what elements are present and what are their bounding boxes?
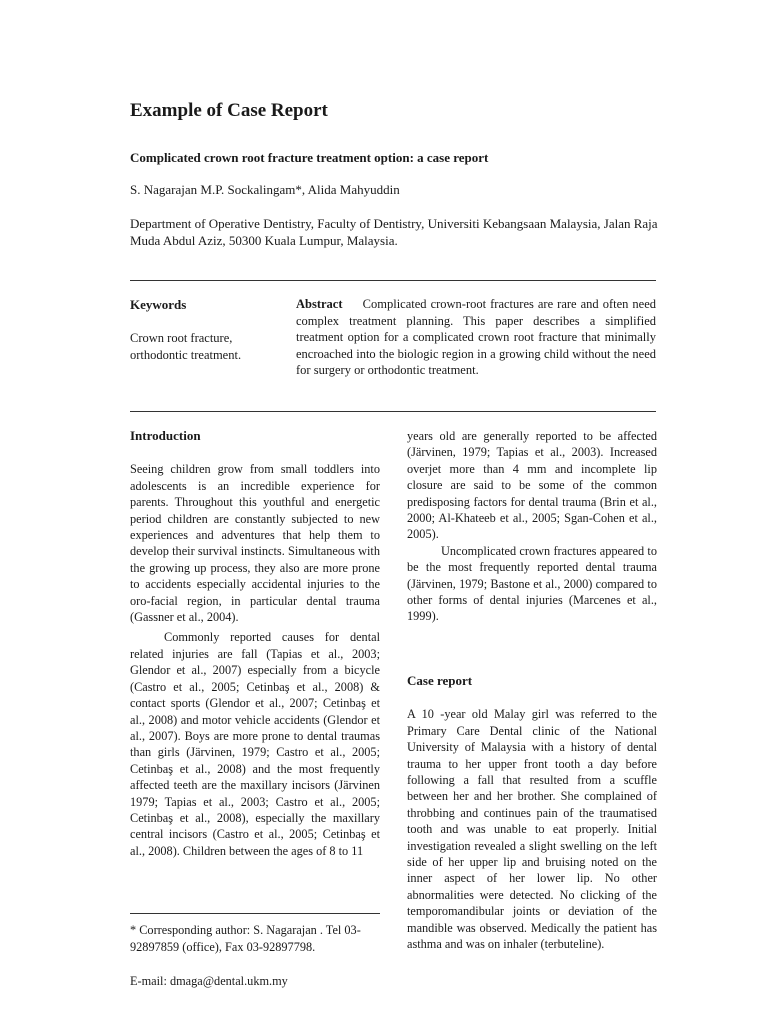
abstract-text: Complicated crown-root fractures are rare and often need complex treatment planning. This paper describes a simplified treatment option for a complicated crown root fracture that minimally encroached into the biologic region in a growing child without the need for surgery or orthodontic treatment. (296, 297, 657, 377)
case-report-heading: Case report (407, 672, 473, 688)
abstract-block (296, 296, 656, 379)
keywords-text: Crown root fracture, orthodontic treatment. (130, 331, 242, 362)
intro-paragraph-1: Seeing children grow from small toddlers into adolescents is an incredible experience for parents. Throughout this youthful and energetic period children are constantly subjected to new experiences and adventures that help them to develop their survival instincts. Simultaneous with the growing up process, they also are more prone to accidents especially accidental injuries to the oro-facial region, in particular dental trauma (Gassner et al., 2004). (130, 462, 380, 625)
intro-paragraph-3: years old are generally reported to be affected (Järvinen, 1979; Tapias et al., 2003). Increased overjet more than 4 mm and incomplete lip closure are said to be some of the common predisposing factors for dental trauma (Brin et al., 2000; Al-Khateeb et al., 2005; Sgan-Cohen et al., 2005). (407, 429, 657, 542)
top-divider (130, 280, 656, 281)
right-column (407, 428, 657, 952)
introduction-heading: Introduction (130, 428, 201, 443)
case-report-paragraph: A 10 -year old Malay girl was referred to the Primary Care Dental clinic of the National University of Malaysia with a history of dental trauma to her upper front tooth a day before following a fall that resulted from a scuffle between her and her brother. She complained of throbbing and continues pain of the traumatised tooth and was unable to eat properly. Initial investigation revealed a slight swelling on the left side of her upper lip and bruising noted on the inner aspect of her lower lip. No other abnormalities were detected. No clicking of the temporomandibular joints or deviation of the mandible was observed. Medically the patient has asthma and was on inhaler (terbuteline). (407, 707, 657, 951)
bottom-divider (130, 411, 656, 412)
author-list: S. Nagarajan M.P. Sockalingam*, Alida Mahyuddin (130, 182, 400, 197)
document-heading: Example of Case Report (130, 100, 328, 121)
author-email: E-mail: dmaga@dental.ukm.my (130, 974, 288, 988)
footnote-divider (130, 913, 380, 914)
left-column (130, 428, 380, 859)
paper-title: Complicated crown root fracture treatment option: a case report (130, 150, 489, 165)
intro-paragraph-4: Uncomplicated crown fractures appeared to be the most frequently reported dental trauma (Järvinen, 1979; Bastone et al., 2000) compared to other forms of dental injuries (Marcenes et al., 1999). (407, 543, 657, 624)
abstract-label: Abstract (296, 297, 343, 311)
corresponding-author-note: * Corresponding author: S. Nagarajan . Tel 03-92897859 (office), Fax 03-92897798. (130, 923, 361, 954)
keywords-heading: Keywords (130, 297, 187, 312)
intro-paragraph-2: Commonly reported causes for dental related injuries are fall (Tapias et al., 2003; Glendor et al., 2007) especially from a bicycle (Castro et al., 2005; Cetinbaş et al., 2008) & contact sports (Glendor et al., 2007; Cetinbaş et al., 2008) and motor vehicle accidents (Glendor et al., 2007). Boys are more prone to dental traumas than girls (Järvinen, 1979; Castro et al., 2005; Cetinbaş et al., 2008) and the most frequently affected teeth are the maxillary incisors (Järvinen 1979; Tapias et al., 2003; Castro et al., 2005; Cetinbaş et al., 2008), especially the maxillary central incisors (Castro et al., 2005; Cetinbaş et al., 2008). Children between the ages of 8 to 11 (130, 630, 380, 858)
affiliation: Department of Operative Dentistry, Faculty of Dentistry, Universiti Kebangsaan Malaysia, Jalan Raja Muda Abdul Aziz, 50300 Kuala Lumpur, Malaysia. (130, 216, 658, 248)
